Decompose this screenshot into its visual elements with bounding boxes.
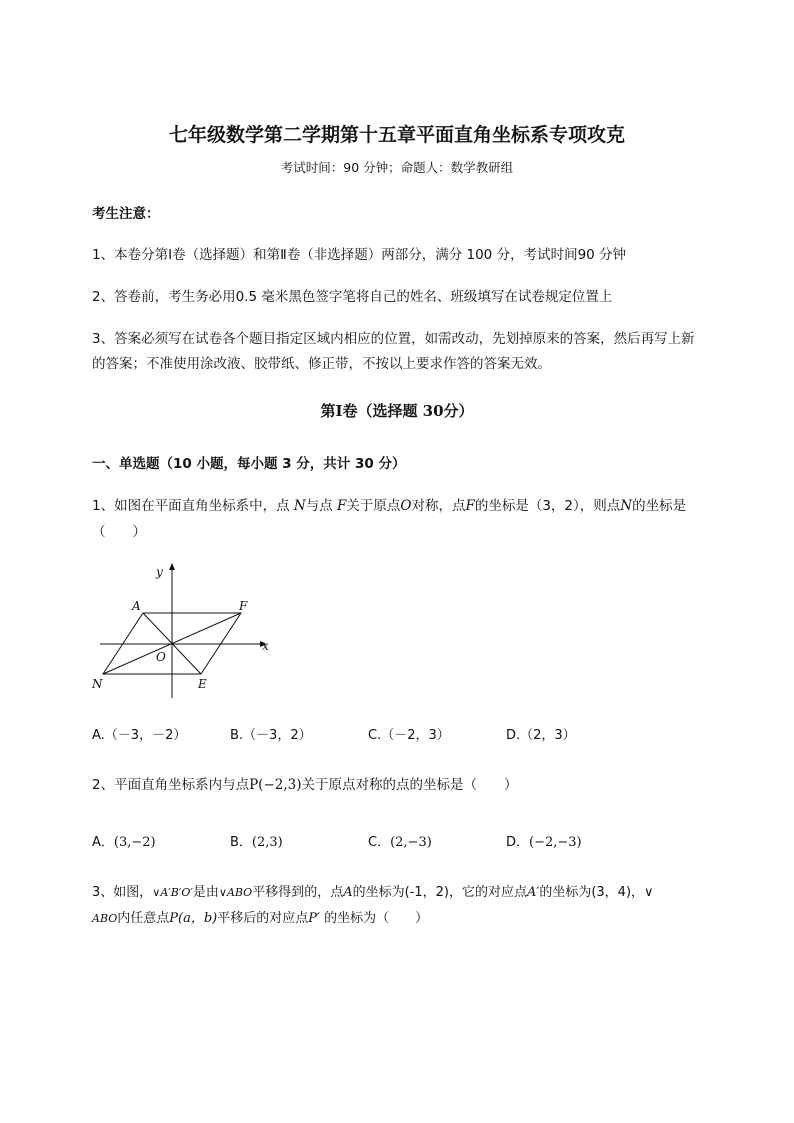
point-n: N <box>620 498 633 514</box>
q1-option-c[interactable]: C.（－2，3） <box>368 728 450 743</box>
question-2-text: 2、平面直角坐标系内与点P(−2,3)关于原点对称的点的坐标是（ ） <box>92 777 518 793</box>
label-o: O <box>156 650 166 664</box>
question-3-line-1: 3、如图，∨A′B′O′是由∨ABO平移得到的，点A的坐标为(-1，2)，它的对应点A′的坐标为(3，4)，∨ <box>92 885 654 900</box>
note-3: 3、答案必须写在试卷各个题目指定区域内相应的位置，如需改动，先划掉原来的答案，然后再写上新 <box>92 331 695 347</box>
q1-option-d[interactable]: D.（2，3） <box>506 728 576 743</box>
coordinate-figure <box>88 558 278 702</box>
q2-option-c[interactable]: C．(2,−3) <box>368 835 432 850</box>
note-2: 2、答卷前，考生务必用0.5 毫米黑色签字笔将自己的姓名、班级填写在试卷规定位置上 <box>92 289 613 305</box>
part-heading: 一、单选题（10 小题，每小题 3 分，共计 30 分） <box>92 456 406 472</box>
q2-option-d[interactable]: D．(−2,−3) <box>506 835 582 850</box>
q2-option-a[interactable]: A．(3,−2) <box>92 835 156 850</box>
point-n: N <box>293 498 306 514</box>
note-3-continued: 的答案；不准使用涂改液、胶带纸、修正带，不按以上要求作答的答案无效。 <box>92 356 551 372</box>
label-x: x <box>262 639 269 653</box>
point-f: F <box>337 498 347 514</box>
label-y: y <box>156 565 163 579</box>
exam-info: 考试时间：90 分钟；命题人：数学教研组 <box>280 160 514 175</box>
question-1-text: 1、如图在平面直角坐标系中，点 N与点 F关于原点O对称，点F的坐标是（3，2），则点N的坐标是 <box>92 498 687 514</box>
label-e: E <box>198 677 207 691</box>
point-o: O <box>400 498 412 514</box>
page-title: 七年级数学第二学期第十五章平面直角坐标系专项攻克 <box>168 124 625 146</box>
q2-option-b[interactable]: B．(2,3) <box>230 835 283 850</box>
label-n: N <box>92 677 103 691</box>
label-f: F <box>239 599 248 613</box>
notes-heading: 考生注意： <box>92 206 160 222</box>
point-p: P(−2,3) <box>249 777 302 793</box>
question-1-answer-paren: （ ） <box>92 524 146 540</box>
label-a: A <box>132 599 141 613</box>
note-1: 1、本卷分第Ⅰ卷（选择题）和第Ⅱ卷（非选择题）两部分，满分 100 分，考试时间90 分钟 <box>92 247 627 263</box>
point-f: F <box>465 498 475 514</box>
q1-option-a[interactable]: A.（－3，－2） <box>92 728 187 743</box>
question-3-line-2: ABO内任意点P(a，b)平移后的对应点P′ 的坐标为（ ） <box>92 911 429 926</box>
q1-option-b[interactable]: B.（－3，2） <box>230 728 312 743</box>
section-title: 第Ⅰ卷（选择题 30分） <box>320 402 474 420</box>
